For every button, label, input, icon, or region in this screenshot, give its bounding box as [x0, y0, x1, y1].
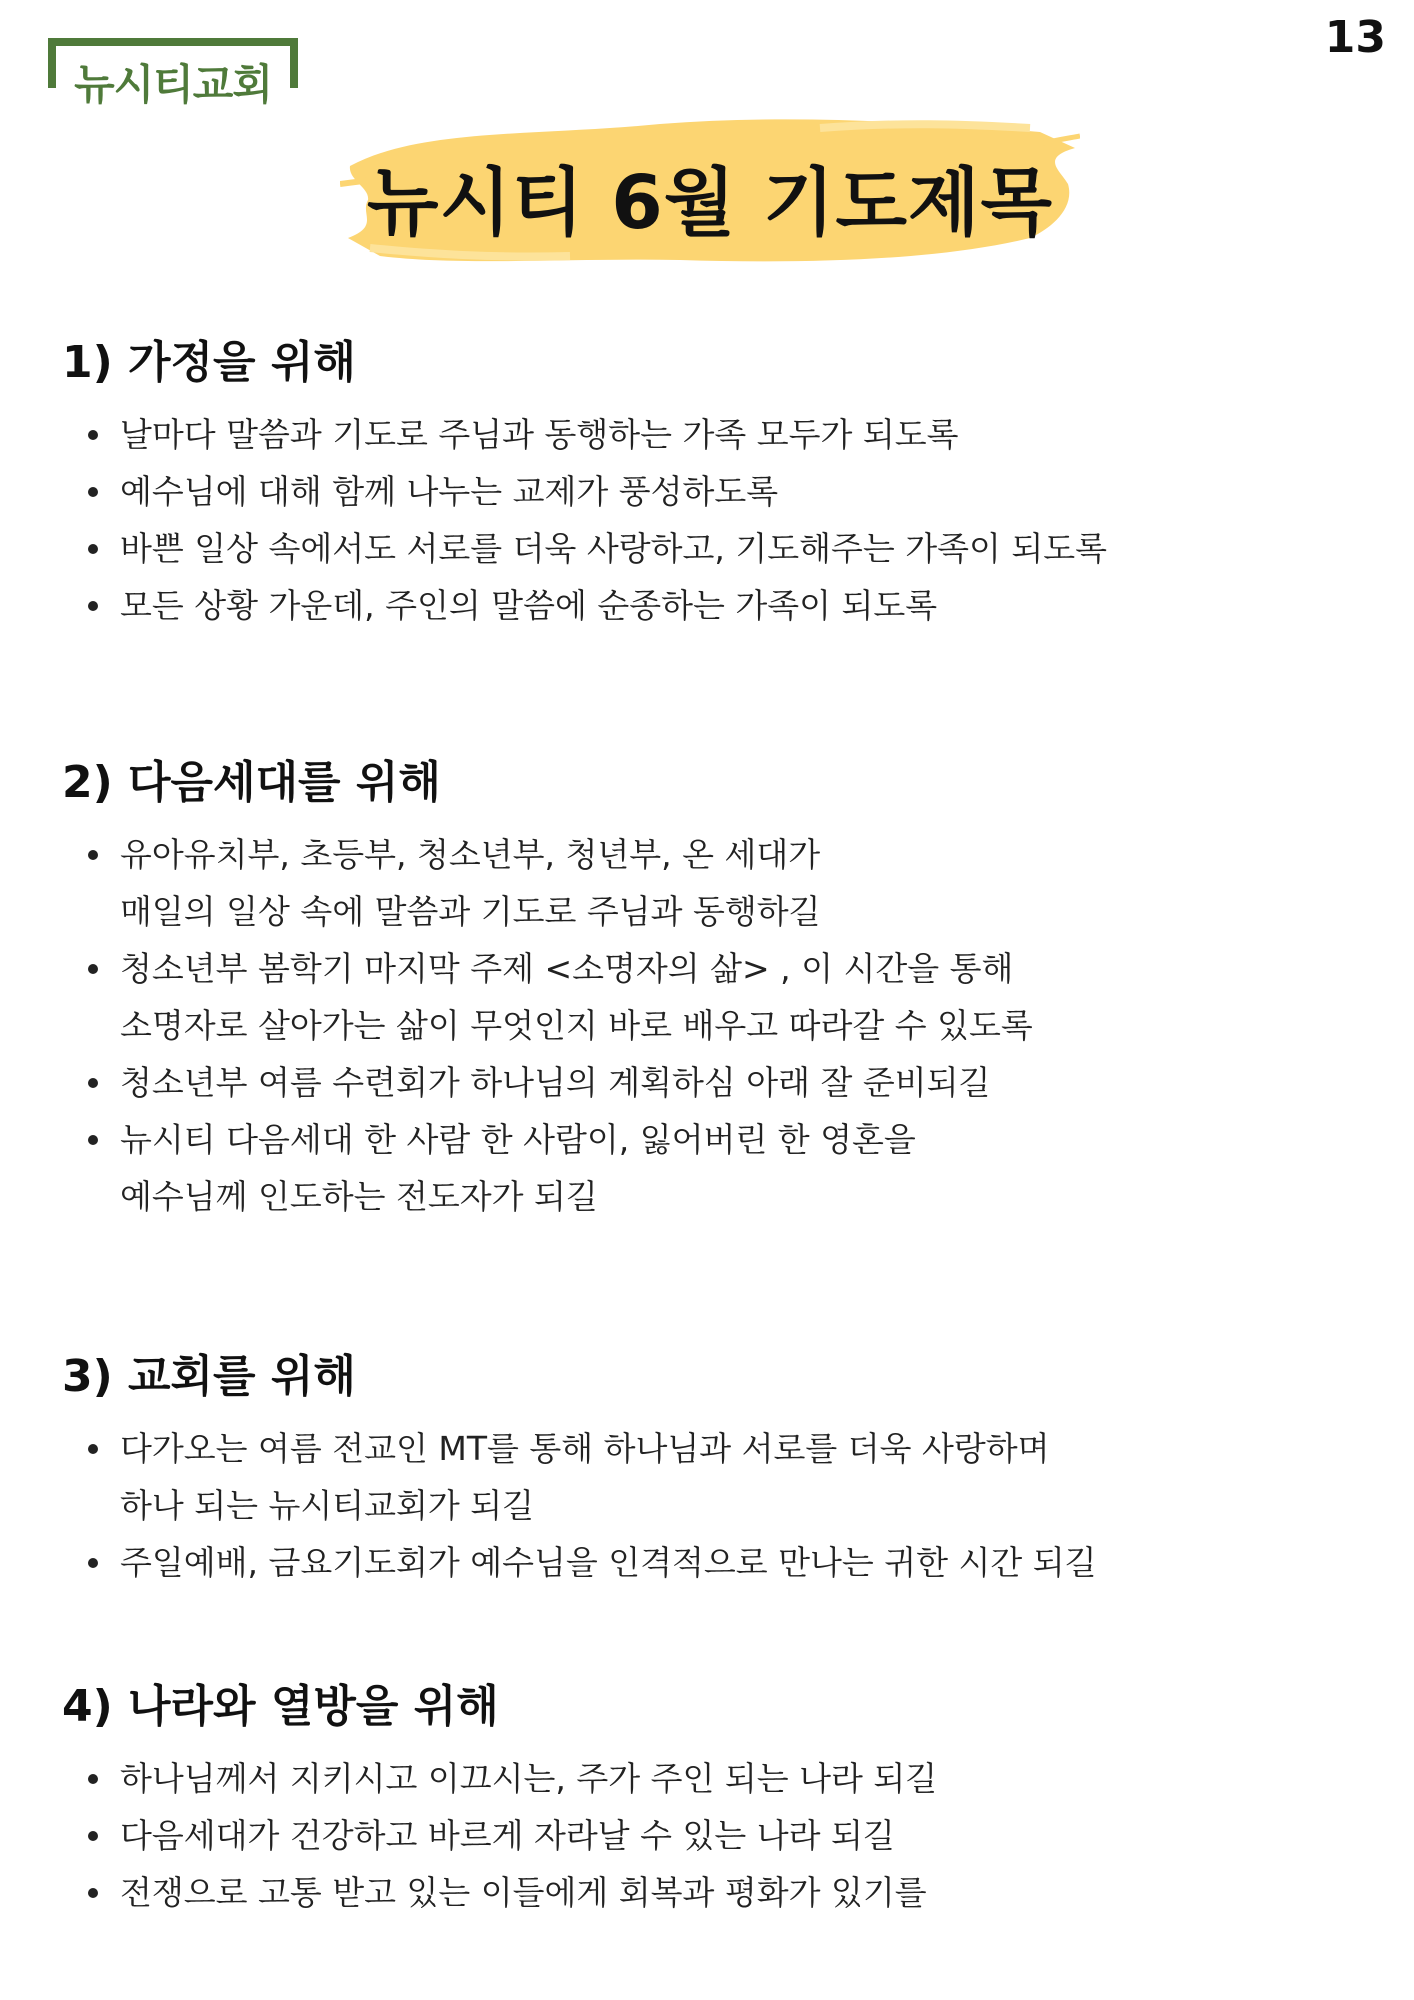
prayer-list [62, 1750, 1262, 1921]
list-item-text: 모든 상황 가운데, 주인의 말씀에 순종하는 가족이 되도록 [120, 586, 938, 625]
list-item [62, 826, 1262, 940]
page-number: 13 [1324, 12, 1386, 63]
list-item-text: 예수님께 인도하는 전도자가 되길 [120, 1177, 598, 1216]
list-item-text: 다가오는 여름 전교인 MT를 통해 하나님과 서로를 더욱 사랑하며 [120, 1429, 1050, 1468]
section-church [62, 1340, 1262, 1591]
list-item-text: 청소년부 여름 수련회가 하나님의 계획하심 아래 잘 준비되길 [120, 1063, 991, 1102]
section-next-generation [62, 746, 1262, 1225]
list-item-text: 소명자로 살아가는 삶이 무엇인지 바로 배우고 따라갈 수 있도록 [120, 1006, 1033, 1045]
list-item [62, 1420, 1262, 1534]
title-block [340, 88, 1080, 288]
section-heading: 3) 교회를 위해 [62, 1351, 356, 1402]
list-item [62, 1864, 1262, 1921]
list-item-text: 청소년부 봄학기 마지막 주제 <소명자의 삶> , 이 시간을 통해 [120, 949, 1014, 988]
list-item-text: 바쁜 일상 속에서도 서로를 더욱 사랑하고, 기도해주는 가족이 되도록 [120, 529, 1107, 568]
page-title: 뉴시티 6월 기도제목 [367, 160, 1053, 246]
list-item-text: 예수님에 대해 함께 나누는 교제가 풍성하도록 [120, 472, 779, 511]
list-item-text: 다음세대가 건강하고 바르게 자라날 수 있는 나라 되길 [120, 1816, 895, 1855]
list-item [62, 577, 1262, 634]
list-item [62, 1807, 1262, 1864]
section-heading: 1) 가정을 위해 [62, 337, 356, 388]
list-item [62, 940, 1262, 1054]
section-heading: 2) 다음세대를 위해 [62, 757, 441, 808]
list-item [62, 1534, 1262, 1591]
list-item [62, 520, 1262, 577]
list-item-text: 뉴시티 다음세대 한 사람 한 사람이, 잃어버린 한 영혼을 [120, 1120, 916, 1159]
list-item [62, 406, 1262, 463]
section-family [62, 326, 1262, 634]
brand-logo [48, 38, 298, 109]
list-item [62, 1054, 1262, 1111]
list-item-text: 하나 되는 뉴시티교회가 되길 [120, 1486, 535, 1525]
prayer-list [62, 406, 1262, 634]
list-item-text: 유아유치부, 초등부, 청소년부, 청년부, 온 세대가 [120, 835, 821, 874]
prayer-list [62, 826, 1262, 1225]
list-item-text: 하나님께서 지키시고 이끄시는, 주가 주인 되는 나라 되길 [120, 1759, 938, 1798]
brand-name: 뉴시티교회 [74, 60, 272, 109]
prayer-list [62, 1420, 1262, 1591]
section-nation [62, 1670, 1262, 1921]
list-item [62, 463, 1262, 520]
list-item [62, 1750, 1262, 1807]
list-item-text: 전쟁으로 고통 받고 있는 이들에게 회복과 평화가 있기를 [120, 1873, 927, 1912]
list-item-text: 날마다 말씀과 기도로 주님과 동행하는 가족 모두가 되도록 [120, 415, 959, 454]
list-item-text: 매일의 일상 속에 말씀과 기도로 주님과 동행하길 [120, 892, 821, 931]
list-item [62, 1111, 1262, 1225]
list-item-text: 주일예배, 금요기도회가 예수님을 인격적으로 만나는 귀한 시간 되길 [120, 1543, 1097, 1582]
section-heading: 4) 나라와 열방을 위해 [62, 1681, 499, 1732]
